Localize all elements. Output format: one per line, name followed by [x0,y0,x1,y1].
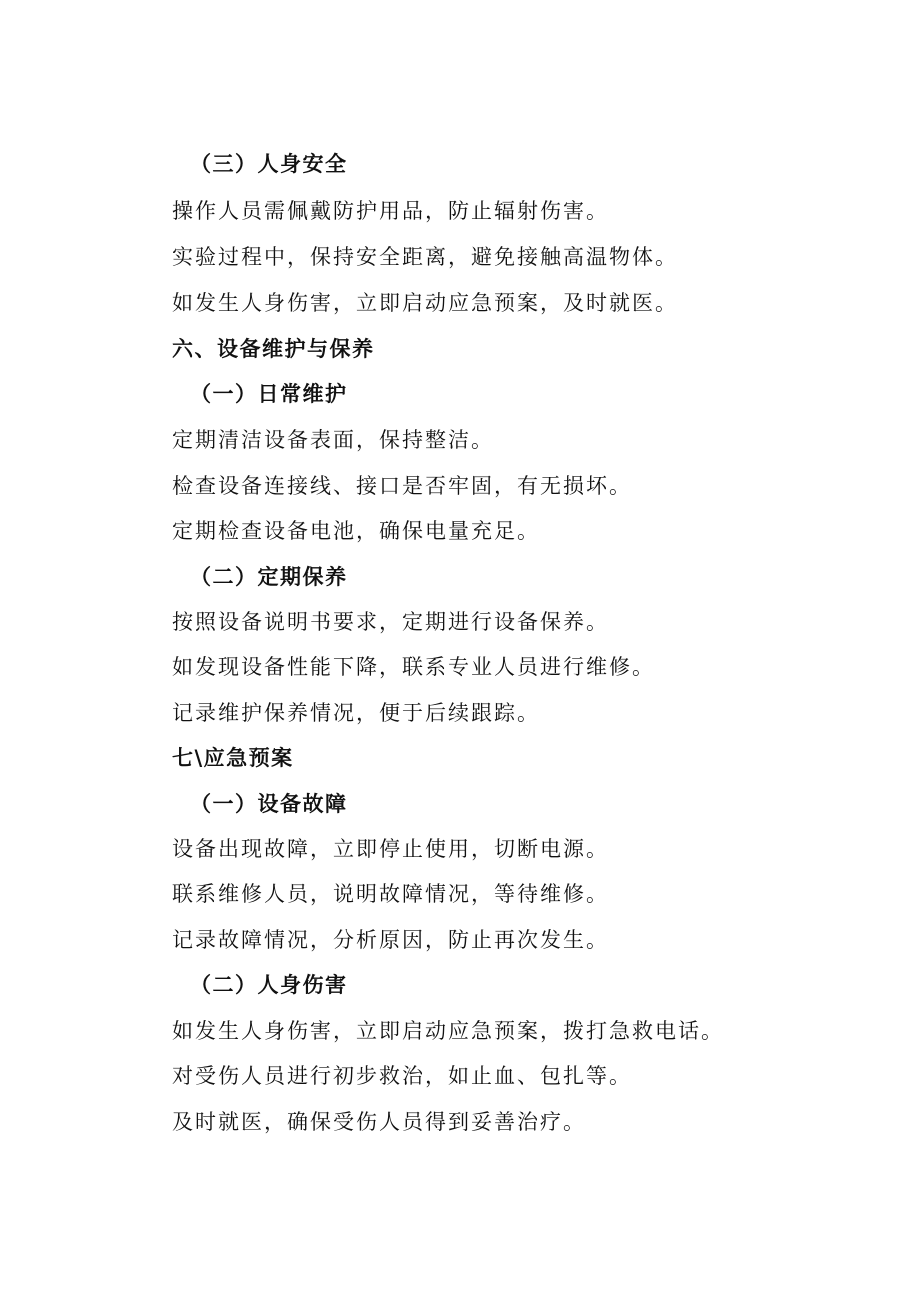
paragraph: 检查设备连接线、接口是否牢固，有无损坏。 [172,474,632,498]
paragraph: 记录维护保养情况，便于后续跟踪。 [172,701,540,725]
paragraph: 操作人员需佩戴防护用品，防止辐射伤害。 [172,199,609,223]
paragraph: 按照设备说明书要求，定期进行设备保养。 [172,610,609,634]
subheading-daily-maintenance: （一）日常维护 [190,382,348,406]
paragraph: 及时就医，确保受伤人员得到妥善治疗。 [172,1110,586,1134]
heading-equipment-maintenance: 六、设备维护与保养 [172,337,375,361]
paragraph: 如发生人身伤害，立即启动应急预案，拨打急救电话。 [172,1019,724,1043]
paragraph: 对受伤人员进行初步救治，如止血、包扎等。 [172,1064,632,1088]
paragraph: 联系维修人员，说明故障情况，等待维修。 [172,882,609,906]
paragraph: 如发生人身伤害，立即启动应急预案，及时就医。 [172,291,678,315]
subheading-personal-safety: （三）人身安全 [190,152,348,176]
paragraph: 设备出现故障，立即停止使用，切断电源。 [172,837,609,861]
paragraph: 定期清洁设备表面，保持整洁。 [172,428,494,452]
subheading-personal-injury: （二）人身伤害 [190,973,348,997]
heading-emergency-plan: 七\应急预案 [172,746,294,770]
paragraph: 实验过程中，保持安全距离，避免接触高温物体。 [172,245,678,269]
subheading-equipment-failure: （一）设备故障 [190,792,348,816]
paragraph: 定期检查设备电池，确保电量充足。 [172,519,540,543]
paragraph: 如发现设备性能下降，联系专业人员进行维修。 [172,655,655,679]
subheading-periodic-maintenance: （二）定期保养 [190,565,348,589]
paragraph: 记录故障情况，分析原因，防止再次发生。 [172,928,609,952]
